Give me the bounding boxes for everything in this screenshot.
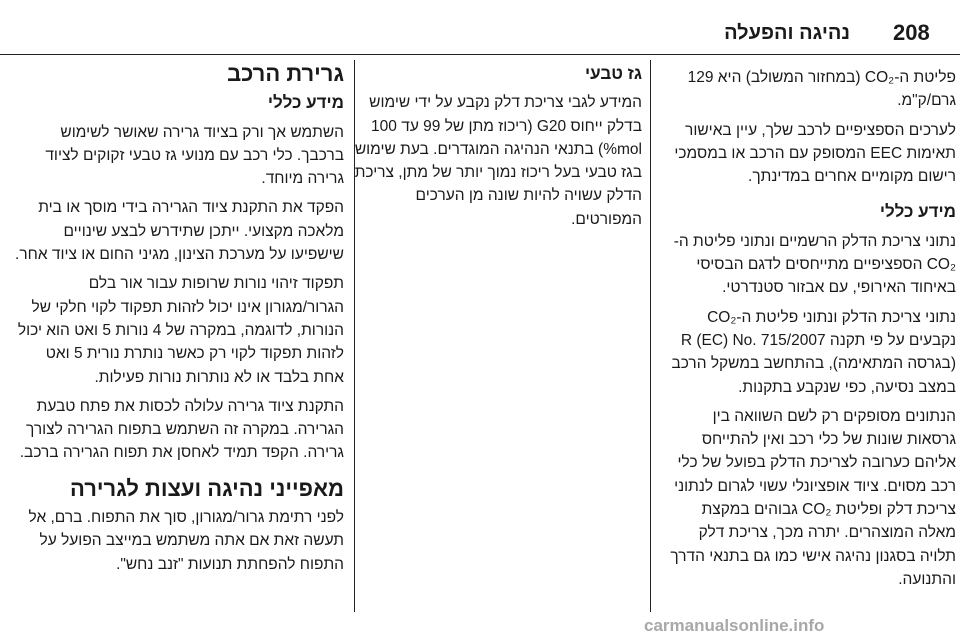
- co2-emission-paragraph: פליטת ה-CO₂ (במחזור המשולב) היא 129 גרם/ק"מ.: [687, 69, 956, 110]
- official-data-paragraph: נתוני צריכת הדלק הרשמיים ונתוני פליטת ה-CO₂ הספציפיים מתייחסים לדגם הבסיסי באיחוד האירופי, עם אבזור סטנדרטי.: [673, 232, 956, 297]
- column-towing: [12, 61, 344, 582]
- page-number: 208: [893, 20, 930, 45]
- natural-gas-heading: גז טבעי: [585, 64, 642, 83]
- towing-heading: גרירת הרכב: [227, 61, 344, 86]
- eec-paragraph: לערכים הספציפיים לרכב שלך, עיין באישור תאימות EEC המסופק עם הרכב או במסמכי רישום מקומיים אחרים במדינתך.: [674, 121, 956, 186]
- header-divider: [0, 54, 960, 55]
- towing-eye-paragraph: התקנת ציוד גרירה עלולה לכסות את פתח טבעת הגרירה. במקרה זה השתמש בתפוח הגרירה לצורך גרירה. הקפד תמיד לאחסן את תפוח הגרירה ברכב.: [19, 397, 344, 462]
- towing-general-heading: מידע כללי: [267, 93, 344, 113]
- bulb-detection-paragraph: תפקוד זיהוי נורות שרופות עבור אור בלם הגרור/מגורון אינו יכול לזהות תפקוד לקוי חלקי של הנורות, לדוגמה, במקרה של 4 נורות 5 ואט הוא יכול לזהות תפקוד לקוי רק כאשר נותרת נורית 5 ואט אחת בלבד או לא נותרות נורות פעילות.: [17, 275, 344, 386]
- installation-paragraph: הפקד את התקנת ציוד הגרירה בידי מוסך או בית מלאכה מקצועי. ייתכן שתידרש לבצע שינויים שישפיעו על מערכת הצינון, מגיני החום או ציוד אחר.: [15, 199, 344, 264]
- natural-gas-paragraph: המידע לגבי צריכת דלק נקבע על ידי שימוש בדלק ייחוס G20 (ריכוז מתן של 99 עד 100 mol%) בתנאי הנהיגה המוגדרים. בעת שימוש בגז טבעי בעל ריכוז נמוך יותר של מתן, צריכת הדלק עשויה להיות שונה מן הערכים המפורטים.: [354, 94, 642, 228]
- towing-equipment-paragraph: השתמש אך ורק בציוד גרירה שאושר לשימוש ברכבך. כלי רכב עם מנועי גז טבעי זקוקים לציוד גרירה מיוחד.: [45, 123, 344, 188]
- coupling-paragraph: לפני רתימת גרור/מגורון, סוך את התפוח. ברם, אל תעשה זאת אם אתה משתמש במייצב הפועל על התפוח להפחתת תנועות "זנב נחש".: [28, 509, 344, 573]
- comparison-paragraph: הנתונים מסופקים רק לשם השוואה בין גרסאות שונות של כלי רכב ואין להתייחס אליהם כערובה לצריכת הדלק בפועל של כלי רכב מסוים. ציוד אופציונלי עשוי לגרום לנתוני צריכת דלק ופליטת CO₂ גבוהים במקצת מאלה המוצהרים. יתרה מכך, צריכת דלק תלויה בסגנון נהיגה אישי כמו גם בתנאי הדרך והתנועה.: [670, 407, 956, 588]
- column-emissions: [670, 66, 956, 597]
- driving-tips-heading: מאפייני נהיגה ועצות לגרירה: [70, 475, 344, 501]
- column-divider-right: [650, 60, 651, 612]
- column-natural-gas: [350, 66, 642, 237]
- footer-watermark: carmanualsonline.info: [644, 616, 825, 635]
- regulation-paragraph: נתוני צריכת הדלק ונתוני פליטת ה-CO₂ נקבעים על פי תקנה R (EC) No. 715/2007 (בגרסה המתאימה), בהתחשב במשקל הרכב במצב נסיעה, כפי שנקבע בתקנות.: [671, 308, 956, 396]
- general-info-heading: מידע כללי: [879, 202, 956, 222]
- page-header: [0, 0, 960, 62]
- running-title: נהיגה והפעלה: [724, 22, 850, 44]
